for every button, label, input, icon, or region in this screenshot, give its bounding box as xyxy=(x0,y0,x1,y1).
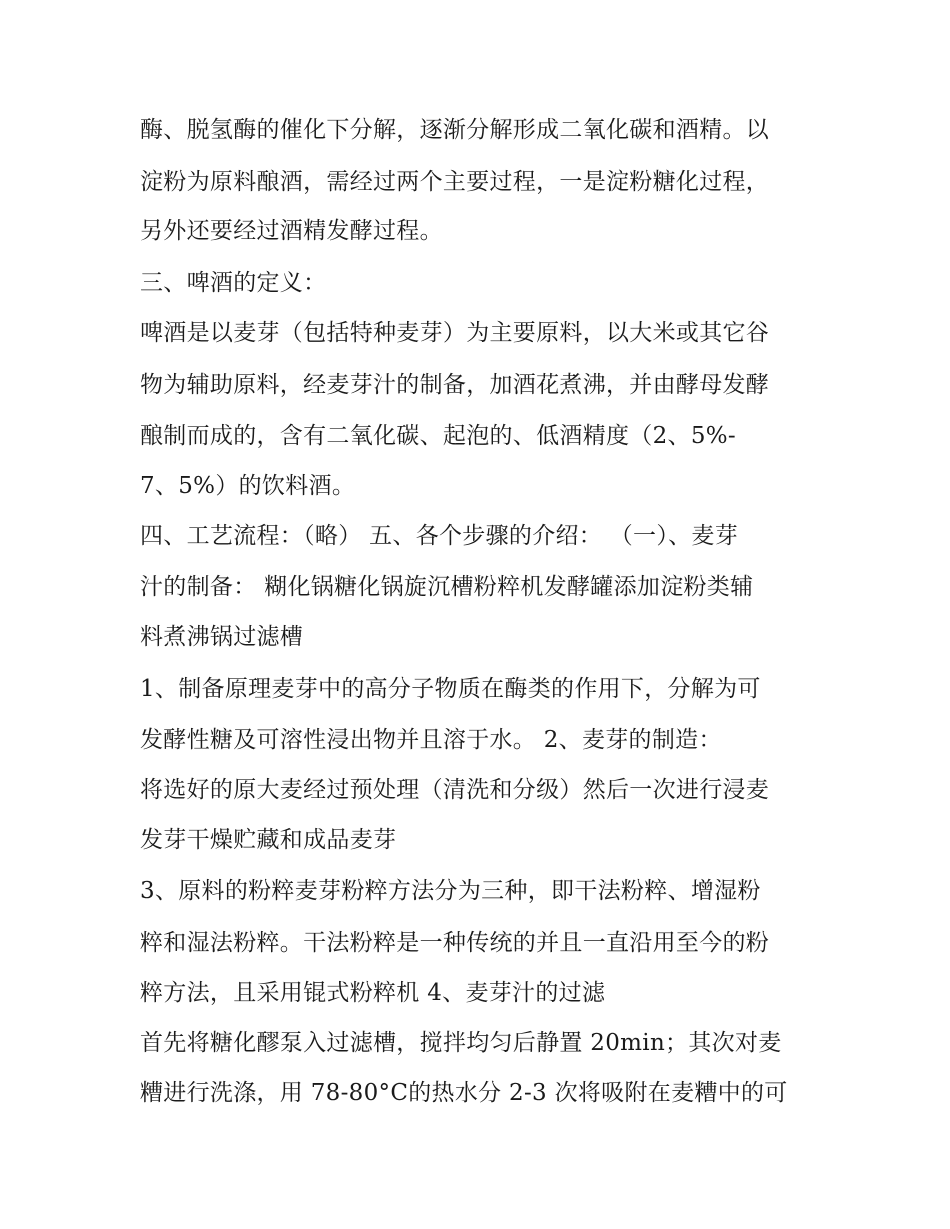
text-line: 发酵性糖及可溶性浸出物并且溶于水。 2、麦芽的制造： xyxy=(140,727,722,753)
text-line: 料煮沸锅过滤槽 xyxy=(140,624,304,650)
text-line: 3、原料的粉粹麦芽粉粹方法分为三种，即干法粉粹、增湿粉 xyxy=(140,878,761,904)
text-line: 首先将糖化醪泵入过滤槽，搅拌均匀后静置 20min；其次对麦 xyxy=(140,1030,782,1056)
text-line: 粹方法，且采用锟式粉粹机 4、麦芽汁的过滤 xyxy=(140,980,606,1006)
text-line: 啤酒是以麦芽（包括特种麦芽）为主要原料，以大米或其它谷 xyxy=(140,320,770,346)
text-line: 酶、脱氢酶的催化下分解，逐渐分解形成二氧化碳和酒精。以 xyxy=(140,117,770,143)
text-line: 粹和湿法粉粹。干法粉粹是一种传统的并且一直沿用至今的粉 xyxy=(140,930,770,956)
text-line: 7、5%）的饮料酒。 xyxy=(140,473,356,499)
text-line: 1、制备原理麦芽中的高分子物质在酶类的作用下，分解为可 xyxy=(140,676,761,702)
text-line: 物为辅助原料，经麦芽汁的制备，加酒花煮沸，并由酵母发酵 xyxy=(140,372,770,398)
text-line: 将选好的原大麦经过预处理（清洗和分级）然后一次进行浸麦 xyxy=(140,777,770,803)
text-line: 淀粉为原料酿酒，需经过两个主要过程，一是淀粉糖化过程， xyxy=(140,169,770,195)
text-line: 酿制而成的，含有二氧化碳、起泡的、低酒精度（2、5%- xyxy=(140,423,736,449)
text-line: 发芽干燥贮藏和成品麦芽 xyxy=(140,827,397,853)
text-line: 汁的制备： 糊化锅糖化锅旋沉槽粉粹机发酵罐添加淀粉类辅 xyxy=(140,574,754,600)
section-heading: 三、啤酒的定义： xyxy=(140,270,327,296)
text-line: 另外还要经过酒精发酵过程。 xyxy=(140,218,443,244)
text-line: 糟进行洗涤，用 78-80°C的热水分 2-3 次将吸附在麦糟中的可 xyxy=(140,1080,788,1106)
section-heading: 四、工艺流程：（略） 五、各个步骤的介绍： （一）、麦芽 xyxy=(140,523,739,549)
